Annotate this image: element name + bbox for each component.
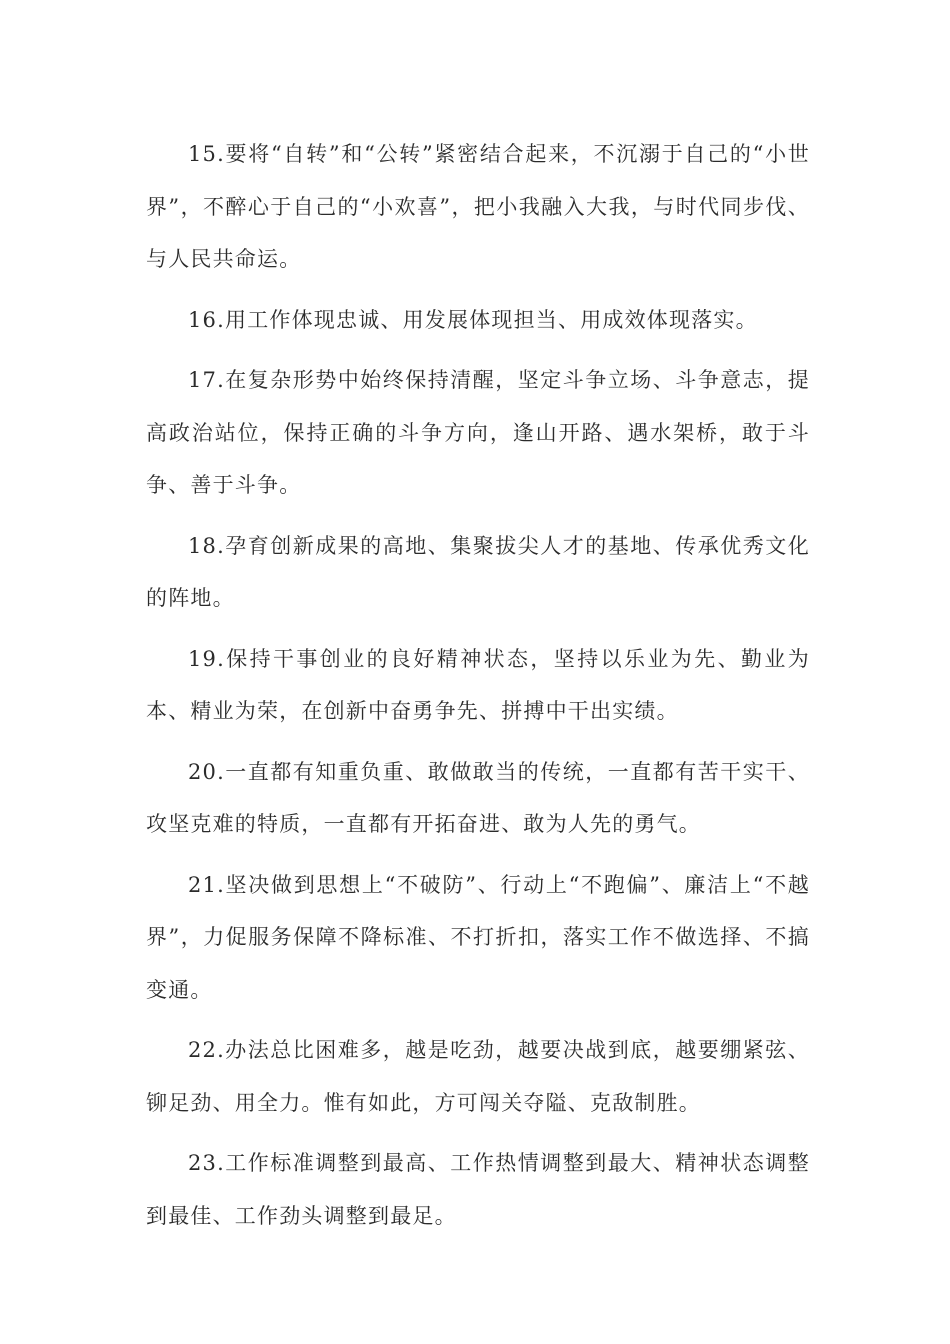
paragraph-20: 20.一直都有知重负重、敢做敢当的传统，一直都有苦干实干、攻坚克难的特质，一直都有开拓奋进、敢为人先的勇气。 <box>146 759 810 836</box>
paragraph-18: 18.孕育创新成果的高地、集聚拔尖人才的基地、传承优秀文化的阵地。 <box>146 533 810 610</box>
paragraph-19: 19.保持干事创业的良好精神状态，坚持以乐业为先、勤业为本、精业为荣，在创新中奋勇争先、拼搏中干出实绩。 <box>146 646 810 723</box>
paragraph-17: 17.在复杂形势中始终保持清醒，坚定斗争立场、斗争意志，提高政治站位，保持正确的斗争方向，逢山开路、遇水架桥，敢于斗争、善于斗争。 <box>146 368 810 497</box>
paragraph-21: 21.坚决做到思想上“不破防”、行动上“不跑偏”、廉洁上“不越界”，力促服务保障不降标准、不打折扣，落实工作不做选择、不搞变通。 <box>146 872 810 1002</box>
paragraph-23: 23.工作标准调整到最高、工作热情调整到最大、精神状态调整到最佳、工作劲头调整到最足。 <box>146 1151 810 1228</box>
paragraph-15: 15.要将“自转”和“公转”紧密结合起来，不沉溺于自己的“小世界”，不醉心于自己的“小欢喜”，把小我融入大我，与时代同步伐、与人民共命运。 <box>146 142 810 271</box>
paragraph-16: 16.用工作体现忠诚、用发展体现担当、用成效体现落实。 <box>188 307 758 332</box>
document-body <box>146 128 810 1250</box>
paragraph-22: 22.办法总比困难多，越是吃劲，越要决战到底，越要绷紧弦、铆足劲、用全力。惟有如此，方可闯关夺隘、克敌制胜。 <box>146 1038 810 1115</box>
